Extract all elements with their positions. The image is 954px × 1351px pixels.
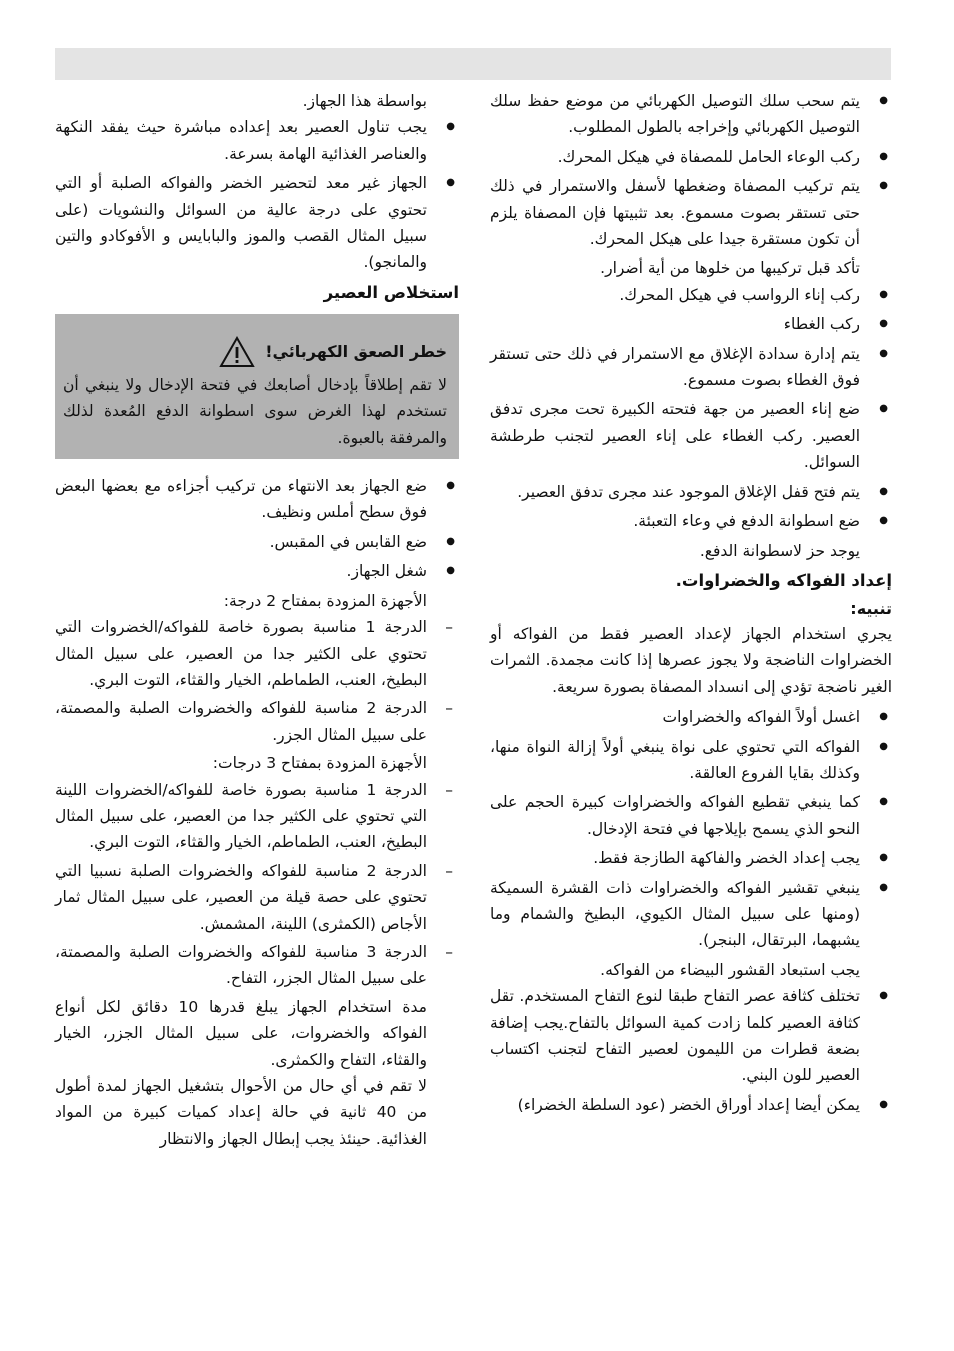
list-note: الأجهزة المزودة بمفتاح 3 درجات: xyxy=(212,754,427,773)
list-item: – الدرجة 3 مناسبة للفواكه والخضروات الصلبة والمصمتة، على سبيل المثال الجزر، التفاح. xyxy=(55,939,459,992)
warning-box xyxy=(55,314,459,459)
preparation-steps-list xyxy=(490,704,892,1118)
list-item: ● ركب الغطاء xyxy=(490,311,892,337)
extraction-steps-list xyxy=(55,473,459,1152)
list-item: ● ضع اسطوانة الدفع في وعاء التعبئة. xyxy=(490,508,892,534)
warning-title: خطر الصعق الكهربائي! xyxy=(265,341,447,361)
list-note: لا تقم في أي حال من الأحوال بتشغيل الجهاز لمدة أطول من 40 ثانية في حالة إعداد كميات كبيرة من المواد الغذائية. حينئذ يجب إبطال الجهاز والانتظار xyxy=(55,1077,427,1148)
caution-title: تنبيه: xyxy=(850,598,892,618)
list-item: ● اغسل أولاً الفواكه والخضراوات xyxy=(490,704,892,730)
list-note: يوجد حز لاسطوانة الدفع. xyxy=(699,541,860,560)
list-item: – الدرجة 2 مناسبة للفواكه والخضروات الصلبة والمصمتة، على سبيل المثال الجزر. xyxy=(55,695,459,748)
list-item: ● ضع الجهاز بعد الانتهاء من تركيب أجزاءه مع بعضها البعض فوق سطح أملس ونظيف. xyxy=(55,473,459,526)
list-item: ● الجهاز غير معد لتحضير الخضر والفواكه الصلبة أو التي تحتوي على درجة عالية من السوائل والنشويات (على سبيل المثال القصب والموز والبابايس و الأفوكادو والتين والمانجو). xyxy=(55,170,459,276)
list-item: ● كما ينبغي تقطيع الفواكه والخضراوات كبيرة الحجم على النحو الذي يسمح بإيلاجها في فتحة الإدخال. xyxy=(490,789,892,842)
list-item: ● ينبغي تقشير الفواكه والخضراوات ذات القشرة السميكة (ومنها على سبيل المثال الكيوي، البطيخ والشمام وما يشبهما، البرتقال، البنجر). xyxy=(490,875,892,954)
warning-title-row xyxy=(63,336,447,368)
list-item: ● يمكن أيضا إعداد أوراق الخضر (عود السلطة الخضراء) xyxy=(490,1092,892,1118)
juice-notes-list xyxy=(55,114,459,275)
list-note: تأكد قبل تركيبها من خلوها من أية أضرار. xyxy=(600,259,860,278)
list-item: ● يتم سحب سلك التوصيل الكهربائي من موضع حفظ سلك التوصيل الكهربائي وإخراجه بالطول المطلوب. xyxy=(490,88,892,141)
list-item: ● شغل الجهاز. xyxy=(55,558,459,584)
right-column xyxy=(490,88,892,1121)
list-item: – الدرجة 1 مناسبة بصورة خاصة للفواكه/الخضروات اللينة التي تحتوي على الكثير جدا من العصير، على سبيل المثال البطيخ، العنب، الطماطم، الخيار والقثاء، التوت البري. xyxy=(55,777,459,856)
list-item: ● ركب إناء الرواسب في هيكل المحرك. xyxy=(490,282,892,308)
list-item: ● يتم تركيب المصفاة وضغطها لأسفل والاستمرار في ذلك حتى تستقر بصوت مسموع. بعد تثبيتها فإن المصفاة يلزم أن تكون مستقرة جيدا على هيكل المحرك. xyxy=(490,173,892,252)
left-column xyxy=(55,88,459,1152)
section-title-extraction: استخلاص العصير xyxy=(323,282,459,302)
list-item: ● الفواكه التي تحتوي على نواة ينبغي أولاً إزالة النواة منها، وكذلك بقايا الفروع العالقة. xyxy=(490,734,892,787)
warning-text: لا تقم إطلاقاً بإدخال أصابعك في فتحة الإدخال ولا ينبغي أن تستخدم لهذا الغرض سوى اسطوانة الدفع المُعدة لذلك والمرفقة بالعبوة. xyxy=(63,375,447,447)
list-item: – الدرجة 1 مناسبة بصورة خاصة للفواكه/الخضروات التي تحتوي على الكثير جدا من العصير، على سبيل المثال البطيخ، العنب، الطماطم، الخيار والقثاء، التوت البري. xyxy=(55,614,459,693)
list-item: ● ركب الوعاء الحامل للمصفاة في هيكل المحرك. xyxy=(490,144,892,170)
list-item: ● يجب تناول العصير بعد إعداده مباشرة حيث يفقد النكهة والعناصر الغذائية الهامة بسرعة. xyxy=(55,114,459,167)
warning-triangle-icon xyxy=(219,336,255,368)
list-item: ● يتم إدارة سدادة الإغلاق مع الاستمرار في ذلك حتى تستقر فوق الغطاء بصوت مسموع. xyxy=(490,341,892,394)
list-item: ● ضع إناء العصير من جهة فتحته الكبيرة تحت مجرى تدفق العصير. ركب الغطاء على إناء العصير لتجنب طرطشة السوائل. xyxy=(490,396,892,475)
header-bar xyxy=(55,48,891,80)
list-item: – الدرجة 2 مناسبة للفواكه والخضروات الصلبة نسبيا التي تحتوي على حصة قيلة من العصير، على سبيل المثال ثمار الأجاص (الكمثرى) اللينة، المشمش. xyxy=(55,858,459,937)
continuation-text: بواسطة هذا الجهاز. xyxy=(302,92,427,110)
list-item: ● يجب إعداد الخضر والفاكهة الطازجة فقط. xyxy=(490,845,892,871)
list-item: ● يتم فتح قفل الإغلاق الموجود عند مجرى تدفق العصير. xyxy=(490,479,892,505)
list-note: الأجهزة المزودة بمفتاح 2 درجة: xyxy=(223,591,427,610)
list-note: مدة استخدام الجهاز يبلغ قدرها 10 دقائق لكل أنواع الفواكه والخضروات، على سبيل المثال الجزر، الخيار والقثاء، التفاح والكمثرى. xyxy=(55,997,427,1069)
section-title-preparation: إعداد الفواكه والخضراوات. xyxy=(675,570,892,590)
caution-text: يجري استخدام الجهاز لإعداد العصير فقط من الفواكه أو الخضراوات الناضجة ولا يجوز عصرها إذا كانت مجمدة. الثمرات الغير ناضجة تؤدي إلى انسداد المصفاة بصورة سريعة. xyxy=(490,624,892,696)
list-note: يجب استبعاد القشور البيضاء من الفواكه. xyxy=(600,960,860,979)
list-item: ● ضع القابس في المقبس. xyxy=(55,529,459,555)
assembly-steps-list xyxy=(490,88,892,564)
list-item: ● تختلف كثافة عصر التفاح طبقا لنوع التفاح المستخدم. تقل كثافة العصير كلما زادت كمية السوائل بالتفاح.يجب إضافة بضعة قطرات من الليمون لعصير التفاح لتجنب اكتساب العصير للون البني. xyxy=(490,983,892,1089)
